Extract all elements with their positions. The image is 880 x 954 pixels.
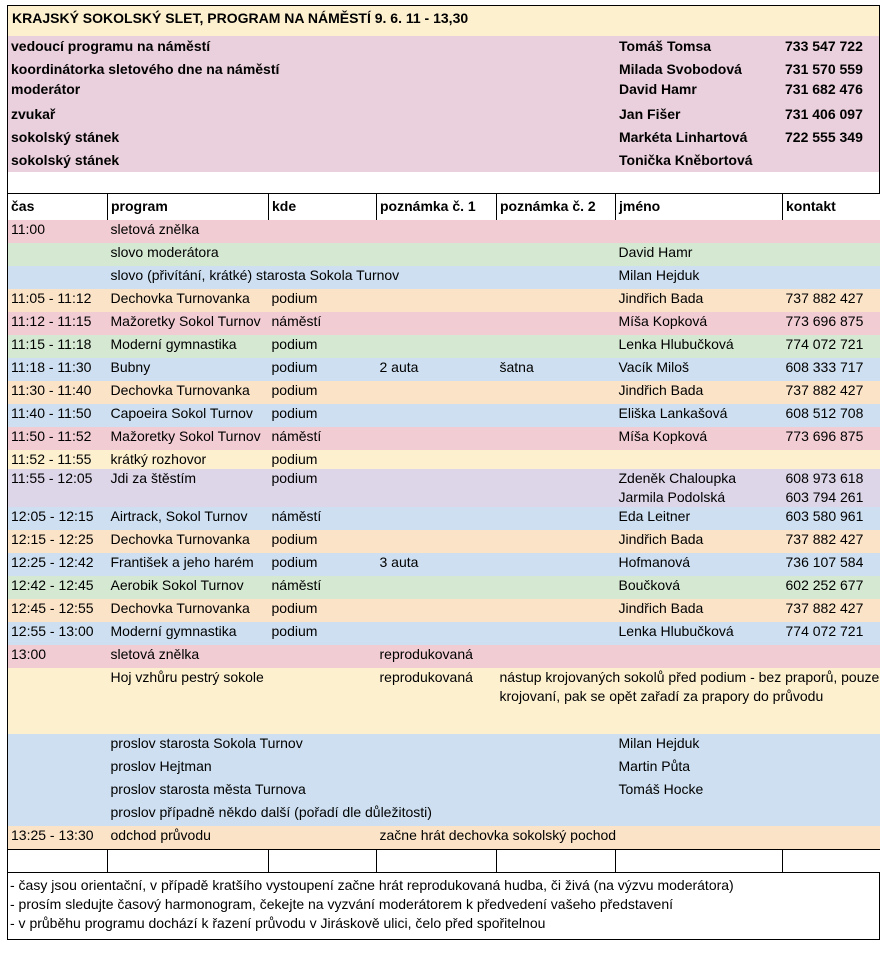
table-row <box>8 266 880 289</box>
cell-place: podium <box>271 623 318 639</box>
cell-contact <box>783 645 880 668</box>
cell-place <box>269 826 377 849</box>
cell-note2 <box>497 243 616 266</box>
cell-name: Eliška Lankašová <box>618 405 728 421</box>
cell-contact: 603 580 961 <box>783 507 880 530</box>
cell-contact: 602 252 677 <box>783 576 880 599</box>
cell-name: Jindřich Bada <box>618 290 704 306</box>
cell-note1 <box>377 530 497 553</box>
table-row <box>8 507 880 530</box>
cell-note1 <box>377 381 497 404</box>
note-line: - časy jsou orientační, v případě kratšího vystoupení začne hrát reprodukovaná hudba, či živá (na výzvu moderátora) <box>10 876 734 893</box>
cell-time: 11:00 <box>8 220 108 243</box>
program-sheet <box>7 5 880 940</box>
staff-role: vedoucí programu na náměstí <box>11 38 211 54</box>
cell-time: 11:52 - 11:55 <box>8 450 108 469</box>
cell-time: 11:12 - 11:15 <box>8 312 108 335</box>
cell-contact: 737 882 427 <box>783 530 880 553</box>
cell-name: Jindřich Bada <box>618 600 704 616</box>
cell-note1 <box>377 599 497 622</box>
cell-note2 <box>497 469 616 507</box>
cell-note2 <box>497 553 616 576</box>
cell-note2 <box>497 266 616 289</box>
cell-note1 <box>377 243 497 266</box>
cell-place: podium <box>271 600 318 616</box>
cell-program: Capoeira Sokol Turnov <box>110 405 253 421</box>
cell-name <box>616 803 783 826</box>
cell-program: krátký rozhovor <box>110 451 207 467</box>
empty-cell <box>783 849 880 872</box>
cell-name: Jindřich Bada <box>618 531 704 547</box>
cell-program: Mažoretky Sokol Turnov <box>110 313 261 329</box>
cell-time <box>8 780 108 803</box>
cell-name: Milan Hejduk <box>618 735 700 751</box>
cell-note1 <box>377 469 497 507</box>
cell-name <box>616 645 783 668</box>
cell-place: podium <box>271 336 318 352</box>
staff-role: moderátor <box>11 81 81 97</box>
column-header: program <box>108 194 269 220</box>
cell-time: 11:30 - 11:40 <box>8 381 108 404</box>
cell-note2 <box>497 335 616 358</box>
staff-row <box>8 61 879 81</box>
empty-cell <box>377 849 497 872</box>
cell-note2 <box>497 576 616 599</box>
cell-name: Hofmanová <box>618 554 691 570</box>
cell-contact <box>783 757 880 780</box>
cell-program: Mažoretky Sokol Turnov <box>110 428 261 444</box>
cell-time: 12:45 - 12:55 <box>8 599 108 622</box>
cell-note2 <box>497 803 616 826</box>
cell-program: Dechovka Turnovanka <box>110 382 250 398</box>
cell-time: 11:55 - 12:05 <box>8 469 108 507</box>
column-header: kontakt <box>783 194 880 220</box>
cell-note1 <box>377 427 497 450</box>
table-header <box>8 194 880 220</box>
staff-role: sokolský stánek <box>11 152 120 168</box>
cell-contact: 608 973 618 603 794 261 <box>783 469 880 507</box>
cell-contact <box>783 780 880 803</box>
cell-name: Boučková <box>618 577 680 593</box>
cell-program: Hoj vzhůru pestrý sokole <box>110 669 264 685</box>
cell-program: Dechovka Turnovanka <box>110 600 250 616</box>
cell-program: Dechovka Turnovanka <box>110 531 250 547</box>
cell-name: David Hamr <box>618 244 693 260</box>
cell-time: 11:05 - 11:12 <box>8 289 108 312</box>
cell-note1: začne hrát dechovka sokolský pochod <box>379 827 617 843</box>
program-table <box>7 194 880 873</box>
staff-phone: 722 555 349 <box>785 129 863 145</box>
cell-note2: šatna <box>499 359 534 375</box>
table-row <box>8 358 880 381</box>
cell-note2: nástup krojovaných sokolů před podium - bez praporů, pouze krojovaní, pak se opět zařadí za prapory do průvodu <box>497 668 880 734</box>
cell-program: Moderní gymnastika <box>110 623 237 639</box>
cell-contact <box>783 243 880 266</box>
cell-place <box>269 243 377 266</box>
cell-place <box>269 220 377 243</box>
empty-cell <box>8 849 108 872</box>
cell-note1: reprodukovaná <box>379 646 473 662</box>
cell-name: Vacík Miloš <box>618 359 690 375</box>
cell-program: Dechovka Turnovanka <box>110 290 250 306</box>
cell-note2 <box>497 450 616 469</box>
table-row <box>8 469 880 507</box>
staff-row <box>8 106 879 126</box>
cell-contact <box>783 803 880 826</box>
cell-place: náměstí <box>271 508 322 524</box>
cell-time: 13:00 <box>8 645 108 668</box>
table-row <box>8 757 880 780</box>
cell-note2 <box>497 599 616 622</box>
cell-contact: 608 333 717 <box>783 358 880 381</box>
table-row <box>8 599 880 622</box>
cell-note2 <box>497 757 616 780</box>
empty-row <box>8 849 880 872</box>
table-row <box>8 622 880 645</box>
table-row <box>8 404 880 427</box>
cell-name <box>616 826 783 849</box>
cell-place: podium <box>271 554 318 570</box>
staff-role: zvukař <box>11 106 56 122</box>
cell-name <box>616 220 783 243</box>
cell-program: proslov starosta města Turnova <box>110 781 306 797</box>
cell-note2 <box>497 404 616 427</box>
cell-place: podium <box>271 290 318 306</box>
staff-role: koordinátorka sletového dne na náměstí <box>11 61 280 77</box>
column-header: čas <box>8 194 108 220</box>
table-row <box>8 530 880 553</box>
cell-time: 11:40 - 11:50 <box>8 404 108 427</box>
staff-name: Milada Svobodová <box>619 61 742 77</box>
cell-note2 <box>497 427 616 450</box>
cell-place: podium <box>271 359 318 375</box>
cell-program: František a jeho harém <box>110 554 254 570</box>
cell-note1 <box>377 404 497 427</box>
cell-time: 12:15 - 12:25 <box>8 530 108 553</box>
cell-note1 <box>377 289 497 312</box>
table-row <box>8 243 880 266</box>
table-row <box>8 220 880 243</box>
cell-contact <box>783 220 880 243</box>
page-title: KRAJSKÝ SOKOLSKÝ SLET, PROGRAM NA NÁMĚSTÍ 9. 6. 11 - 13,30 <box>7 5 880 36</box>
cell-place: podium <box>271 382 318 398</box>
cell-name: Eda Leitner <box>618 508 691 524</box>
cell-name: Lenka Hlubučková <box>618 336 734 352</box>
cell-note1 <box>377 312 497 335</box>
cell-contact: 608 512 708 <box>783 404 880 427</box>
cell-note1 <box>377 734 497 757</box>
notes <box>7 873 880 940</box>
cell-place <box>269 757 377 780</box>
cell-note1 <box>377 220 497 243</box>
cell-place: náměstí <box>271 313 322 329</box>
cell-place: podium <box>271 531 318 547</box>
cell-time <box>8 757 108 780</box>
cell-contact <box>783 266 880 289</box>
staff-phone: 731 570 559 <box>785 61 863 77</box>
cell-contact: 774 072 721 <box>783 622 880 645</box>
cell-note1 <box>377 780 497 803</box>
cell-note2 <box>497 220 616 243</box>
column-header: poznámka č. 1 <box>377 194 497 220</box>
cell-note2 <box>497 780 616 803</box>
table-row <box>8 289 880 312</box>
cell-time <box>8 668 108 734</box>
cell-note1 <box>377 335 497 358</box>
staff-name: Tonička Kněbortová <box>619 152 753 168</box>
column-header: poznámka č. 2 <box>497 194 616 220</box>
cell-time: 11:18 - 11:30 <box>8 358 108 381</box>
cell-time: 12:42 - 12:45 <box>8 576 108 599</box>
cell-note2 <box>497 289 616 312</box>
staff-section <box>7 36 880 172</box>
cell-name: Zdeněk Chaloupka Jarmila Podolská <box>618 470 737 505</box>
table-row <box>8 450 880 469</box>
table-row <box>8 576 880 599</box>
cell-program: sletová znělka <box>110 646 200 662</box>
staff-row <box>8 152 879 172</box>
cell-contact <box>783 734 880 757</box>
cell-note2 <box>497 734 616 757</box>
cell-name: Tomáš Hocke <box>618 781 704 797</box>
cell-contact: 773 696 875 <box>783 427 880 450</box>
staff-name: Jan Fišer <box>619 106 681 122</box>
staff-name: David Hamr <box>619 81 697 97</box>
table-row <box>8 335 880 358</box>
cell-program: odchod průvodu <box>110 827 211 843</box>
staff-name: Markéta Linhartová <box>619 129 748 145</box>
cell-contact: 773 696 875 <box>783 312 880 335</box>
cell-note1 <box>377 757 497 780</box>
cell-contact: 736 107 584 <box>783 553 880 576</box>
cell-contact: 737 882 427 <box>783 381 880 404</box>
cell-name: Jindřich Bada <box>618 382 704 398</box>
cell-time <box>8 243 108 266</box>
cell-note1 <box>377 450 497 469</box>
cell-place: náměstí <box>271 428 322 444</box>
table-row <box>8 734 880 757</box>
cell-name: Milan Hejduk <box>618 267 700 283</box>
empty-cell <box>616 849 783 872</box>
cell-note2 <box>497 622 616 645</box>
staff-row <box>8 38 879 58</box>
table-row <box>8 668 880 734</box>
cell-time: 12:05 - 12:15 <box>8 507 108 530</box>
cell-contact: 774 072 721 <box>783 335 880 358</box>
table-row <box>8 803 880 826</box>
column-header: kde <box>269 194 377 220</box>
table-row <box>8 427 880 450</box>
cell-note2 <box>497 507 616 530</box>
staff-phone: 731 406 097 <box>785 106 863 122</box>
cell-note2 <box>497 381 616 404</box>
cell-place <box>269 645 377 668</box>
note-line: - prosím sledujte časový harmonogram, čekejte na vyzvání moderátorem k předvedení vašeho představení <box>10 895 673 912</box>
table-row <box>8 780 880 803</box>
cell-name: Martin Půta <box>618 758 691 774</box>
table-row <box>8 826 880 849</box>
cell-program: sletová znělka <box>110 221 200 237</box>
staff-phone: 731 682 476 <box>785 81 863 97</box>
staff-row <box>8 81 879 101</box>
cell-program: Jdi za štěstím <box>110 470 197 486</box>
table-row <box>8 645 880 668</box>
cell-time: 13:25 - 13:30 <box>8 826 108 849</box>
cell-time: 12:55 - 13:00 <box>8 622 108 645</box>
cell-time <box>8 266 108 289</box>
cell-note2 <box>497 645 616 668</box>
cell-name: Míša Kopková <box>618 313 708 329</box>
spacer-row <box>7 172 880 194</box>
cell-program: Airtrack, Sokol Turnov <box>110 508 248 524</box>
cell-note1: reprodukovaná <box>379 669 473 685</box>
table-row <box>8 381 880 404</box>
cell-place: podium <box>271 451 318 467</box>
cell-program: Bubny <box>110 359 151 375</box>
cell-note1 <box>377 622 497 645</box>
cell-time: 12:25 - 12:42 <box>8 553 108 576</box>
cell-note1 <box>377 576 497 599</box>
cell-contact <box>783 826 880 849</box>
staff-name: Tomáš Tomsa <box>619 38 712 54</box>
empty-cell <box>497 849 616 872</box>
cell-name: Lenka Hlubučková <box>618 623 734 639</box>
cell-note1 <box>377 507 497 530</box>
cell-place: podium <box>271 405 318 421</box>
cell-program: proslov Hejtman <box>110 758 212 774</box>
cell-time: 11:50 - 11:52 <box>8 427 108 450</box>
empty-cell <box>108 849 269 872</box>
staff-phone: 733 547 722 <box>785 38 863 54</box>
cell-note1: 2 auta <box>379 359 419 375</box>
cell-place: podium <box>271 470 318 486</box>
cell-contact: 737 882 427 <box>783 599 880 622</box>
staff-row <box>8 129 879 149</box>
cell-note2 <box>497 530 616 553</box>
cell-place <box>269 668 377 734</box>
cell-program: proslov případně někdo další (pořadí dle důležitosti) <box>110 804 432 820</box>
cell-program: slovo moderátora <box>110 244 219 260</box>
cell-time <box>8 803 108 826</box>
cell-place: náměstí <box>271 577 322 593</box>
note-line: - v průběhu programu dochází k řazení průvodu v Jiráskově ulici, čelo před spořitelnou <box>10 914 546 931</box>
cell-note1: 3 auta <box>379 554 419 570</box>
empty-cell <box>269 849 377 872</box>
cell-program: Moderní gymnastika <box>110 336 237 352</box>
table-row <box>8 312 880 335</box>
cell-program: proslov starosta Sokola Turnov <box>110 735 303 751</box>
cell-program: slovo (přivítání, krátké) starosta Sokola Turnov <box>110 267 400 283</box>
cell-time: 11:15 - 11:18 <box>8 335 108 358</box>
cell-time <box>8 734 108 757</box>
cell-note2 <box>497 312 616 335</box>
cell-name <box>616 450 783 469</box>
staff-role: sokolský stánek <box>11 129 120 145</box>
cell-contact <box>783 450 880 469</box>
cell-program: Aerobik Sokol Turnov <box>110 577 244 593</box>
column-header: jméno <box>616 194 783 220</box>
table-row <box>8 553 880 576</box>
cell-contact: 737 882 427 <box>783 289 880 312</box>
cell-name: Míša Kopková <box>618 428 708 444</box>
